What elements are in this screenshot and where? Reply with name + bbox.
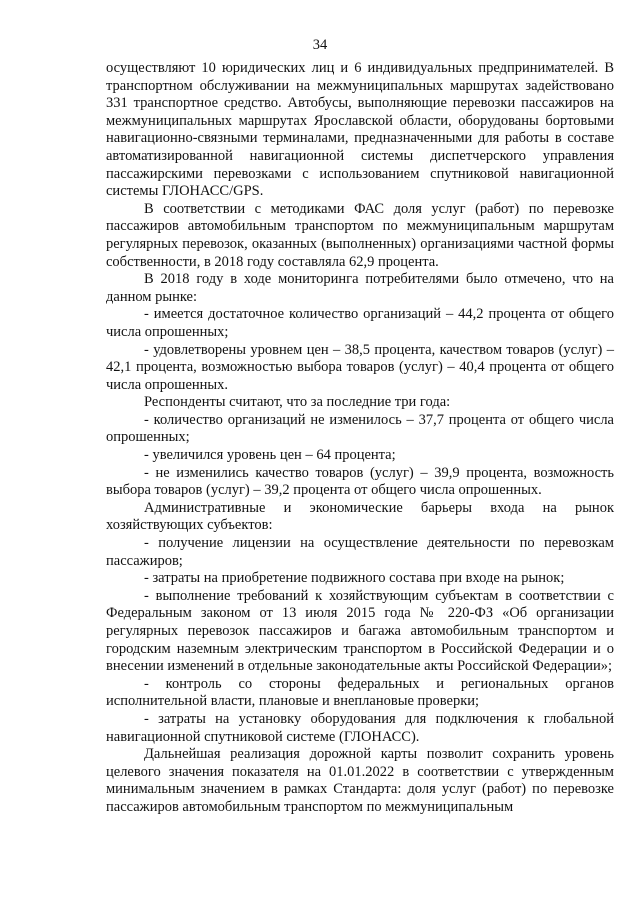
list-item-inspections: - контроль со стороны федеральных и региональных органов исполнительной власти, плановые и внеплановые проверки; bbox=[106, 675, 614, 710]
list-item-license: - получение лицензии на осуществление деятельности по перевозкам пассажиров; bbox=[106, 535, 614, 569]
paragraph-barriers-intro: Административные и экономические барьеры входа на рынок хозяйствующих субъектов: bbox=[106, 499, 614, 534]
list-item-prices-increased: - увеличился уровень цен – 64 процента; bbox=[144, 447, 396, 464]
list-item-satisfaction: - удовлетворены уровнем цен – 38,5 процента, качеством товаров (услуг) – 42,1 процента, возможностью выбора товаров (услуг) – 40,4 процента от общего числа опрошенных. bbox=[106, 341, 614, 393]
paragraph-roadmap: Дальнейшая реализация дорожной карты позволит сохранить уровень целевого значения показателя на 01.01.2022 в соответствии с утвержденным минимальным значением в рамках Стандарта: доля услуг (работ) по перевозке пассажиров автомобильным транспортом по межмуниципальным bbox=[106, 746, 614, 815]
paragraph-respondents-intro: Респонденты считают, что за последние три года: bbox=[144, 394, 451, 411]
list-item-glonass: - затраты на установку оборудования для подключения к глобальной навигационной спутниковой системе (ГЛОНАСС). bbox=[106, 710, 614, 745]
list-item-quality-unchanged: - не изменились качество товаров (услуг) – 39,9 процента, возможность выбора товаров (услуг) – 39,2 процента от общего числа опрошенных. bbox=[106, 464, 614, 499]
list-item-federal-law: - выполнение требований к хозяйствующим субъектам в соответствии с Федеральным законом от 13 июля 2015 года № 220-ФЗ «Об организации регулярных перевозок пассажиров и багажа автомобильным транспортом и городским наземным электрическим транспортом в Российской Федерации и о внесении изменений в отдельные законодательные акты Российской Федерации»; bbox=[106, 587, 614, 675]
list-item-organizations-unchanged: - количество организаций не изменилось – 37,7 процента от общего числа опрошенных; bbox=[106, 411, 614, 446]
page-number: 34 bbox=[312, 37, 328, 53]
body-text bbox=[106, 60, 614, 817]
paragraph-continuation: осуществляют 10 юридических лиц и 6 индивидуальных предпринимателей. В транспортном обслуживании на межмуниципальных маршрутах задействовано 331 транспортное средство. Автобусы, выполняющие перевозки пассажиров на межмуниципальных маршрутах Ярославской области, оборудованы бортовыми навигационно-связными терминалами, предназначенными для работы в составе автоматизированной навигационной системы диспетчерского управления пассажирскими перевозками с использованием спутниковой навигационной системы ГЛОНАСС/GPS. bbox=[106, 60, 614, 200]
list-item-rolling-stock: - затраты на приобретение подвижного состава при входе на рынок; bbox=[144, 570, 565, 587]
paragraph-monitoring-intro: В 2018 году в ходе мониторинга потребителями было отмечено, что на данном рынке: bbox=[106, 271, 614, 305]
paragraph-fas-share: В соответствии с методиками ФАС доля услуг (работ) по перевозке пассажиров автомобильным транспортом по межмуниципальным маршрутам регулярных перевозок, оказанных (выполненных) организациями частной формы собственности, в 2018 году составляла 62,9 процента. bbox=[106, 200, 614, 270]
list-item-organizations: - имеется достаточное количество организаций – 44,2 процента от общего числа опрошенных; bbox=[106, 306, 614, 340]
